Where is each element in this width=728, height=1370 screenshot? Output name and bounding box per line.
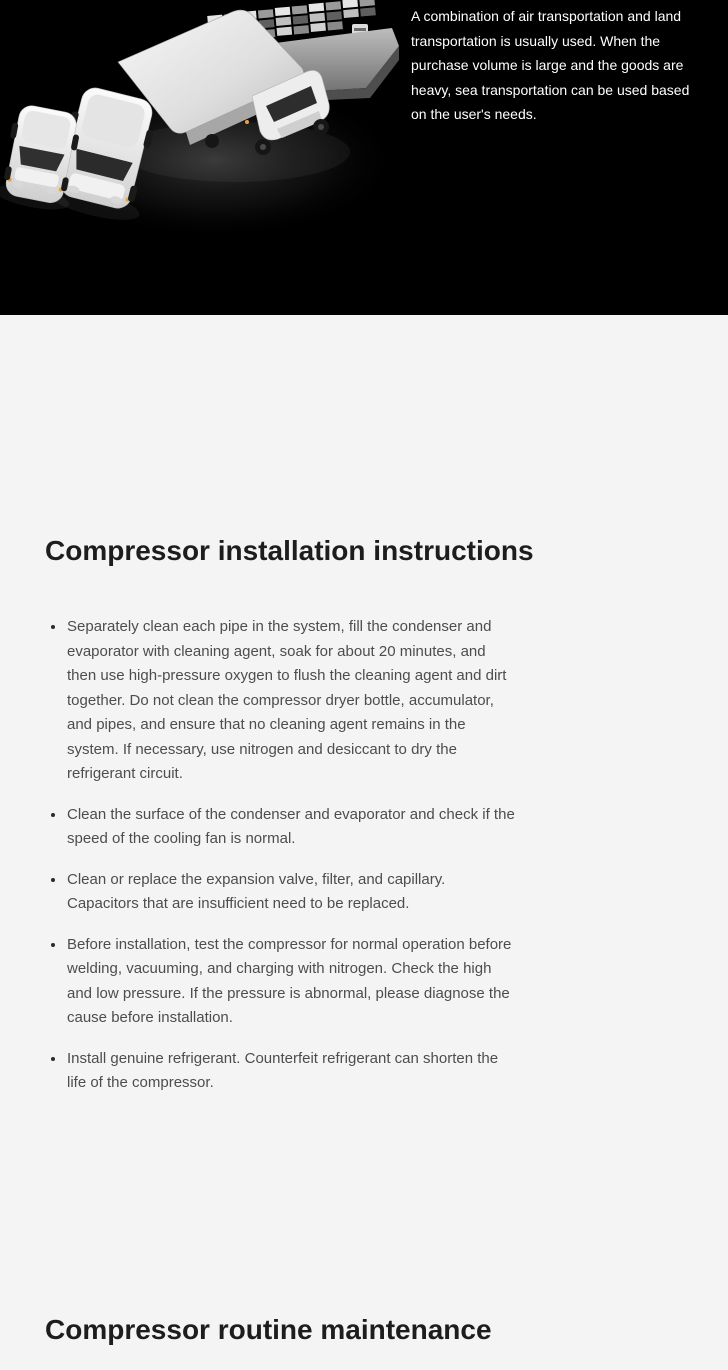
hero-paragraph: A combination of air transportation and land transportation is usually used. When the purchase volume is large and the goods are heavy, sea transportation can be used based on the user's needs. xyxy=(411,8,690,122)
hero-section xyxy=(0,0,728,315)
list-item: • Install genuine refrigerant. Counterfeit refrigerant can shorten the life of the compressor. xyxy=(66,1047,516,1096)
transport-fleet-image xyxy=(0,0,400,250)
installation-instruction-list xyxy=(45,615,516,1096)
list-item: • Clean the surface of the condenser and evaporator and check if the speed of the cooling fan is normal. xyxy=(66,803,516,852)
truck-marker-light xyxy=(245,120,249,124)
transport-fleet-illustration xyxy=(0,0,400,250)
list-item: • Separately clean each pipe in the system, fill the condenser and evaporator with cleaning agent, soak for about 20 minutes, and then use high-pressure oxygen to flush the cleaning agent and dirt together. Do not clean the compressor dryer bottle, accumulator, and pipes, and ensure that no cleaning agent remains in the system. If necessary, use nitrogen and desiccant to dry the refrigerant circuit. xyxy=(66,615,516,787)
list-item: • Clean or replace the expansion valve, filter, and capillary. Capacitors that are insufficient need to be replaced. xyxy=(66,868,516,917)
page-content xyxy=(0,533,728,1348)
maintenance-heading: Compressor routine maintenance xyxy=(45,1313,492,1345)
list-item: • Before installation, test the compressor for normal operation before welding, vacuuming, and charging with nitrogen. Check the high and low pressure. If the pressure is abnormal, please diagnose the cause before installation. xyxy=(66,933,516,1031)
installation-heading: Compressor installation instructions xyxy=(45,535,534,566)
